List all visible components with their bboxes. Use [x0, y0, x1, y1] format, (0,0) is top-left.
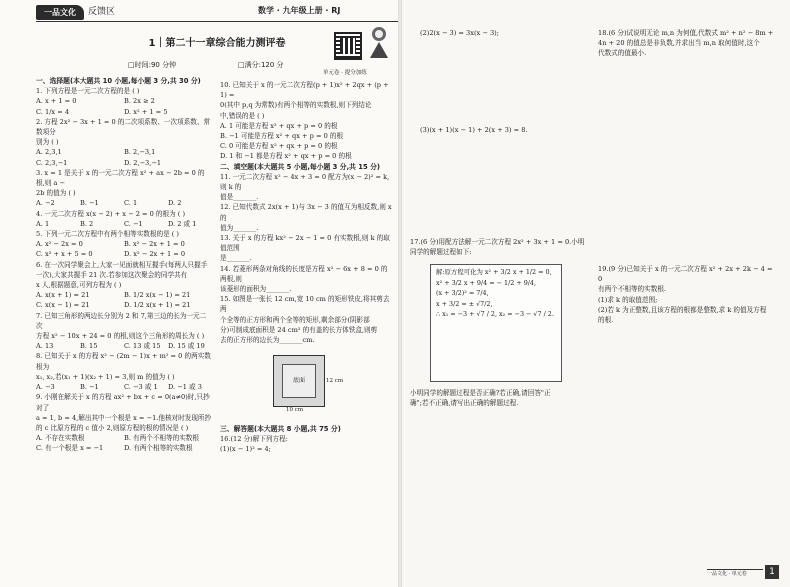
answer-options: [36, 96, 212, 106]
diagram-height-label: 12 cm: [326, 378, 344, 384]
q17-question: [410, 388, 586, 408]
answer-options: [36, 300, 212, 310]
question-line: 有两个不相等的实数根.: [598, 285, 667, 294]
answer-options: [36, 382, 212, 392]
section-heading: 一、选择题(本大题共 10 小题,每小题 3 分,共 30 分): [36, 77, 201, 85]
answer-option: C. 2,3,−1: [36, 158, 68, 167]
answer-options: [36, 158, 212, 168]
answer-option: C. −3 或 1: [124, 383, 158, 392]
answer-option: A. 1: [36, 219, 50, 228]
solution-line: (x + 3/2)² = 7/4,: [436, 289, 489, 298]
answer-option: D. 2,−3,−1: [124, 158, 162, 167]
answer-option: B. 1/2 x(x − 1) = 21: [124, 291, 191, 300]
question-line: 2. 方程 2x² − 3x + 1 = 0 的二次项系数、一次项系数、常数项分: [36, 117, 211, 137]
answer-option: C. x² + x + 5 = 0: [36, 250, 93, 259]
answer-option: C. 1/x = 4: [36, 107, 70, 116]
answer-options: [36, 443, 212, 453]
brand-logo: 一品文化: [36, 5, 84, 20]
answer-options: [36, 198, 212, 208]
solution-line: 解:原方程可化为 x² + 3/2 x + 1/2 = 0,: [436, 268, 552, 276]
answer-option: A. x + 1 = 0: [36, 97, 77, 106]
answer-option: A. x² − 2x = 0: [36, 240, 83, 249]
answer-option: C. −1: [124, 219, 143, 228]
question-line: (2)若 k 为正整数,且该方程的根都是整数,求 k 的值及方程: [598, 305, 767, 314]
answer-options: [36, 219, 212, 229]
answer-options: [36, 249, 212, 259]
answer-option: D. 1/2 x(x + 1) = 21: [124, 301, 191, 310]
answer-option: D. 2: [168, 199, 182, 208]
answer-option: B. −1: [80, 383, 99, 392]
full-score: □满分:120 分: [238, 61, 284, 69]
answer-option: C. 13 或 15: [124, 342, 161, 351]
answer-option: B. −1: [80, 199, 99, 208]
answer-option: B. 2: [80, 219, 94, 228]
question-line: 5. 下列一元二次方程中有两个相等实数根的是 ( ): [36, 230, 180, 239]
question-line: 确";若不正确,请写出正确的解题过程.: [410, 399, 519, 408]
diagram-base-label: 底面: [282, 364, 316, 398]
answer-option: B. 有两个不相等的实数根: [124, 434, 199, 443]
answer-option: D. 15 或 19: [168, 342, 205, 351]
question-line: 15. 如图是一张长 12 cm,宽 10 cm 的矩形铁皮,将其剪去两: [220, 295, 390, 314]
answer-option: D. −1 或 3: [168, 383, 202, 392]
question-line: 10. 已知关于 x 的一元二次方程(p + 1)x² + 2qx + (p + 1) =: [220, 81, 389, 100]
question-line: A. 1 可能是方程 x² + qx + p = 0 的根: [220, 121, 338, 130]
question-line: 去的正方形的边长为_______cm.: [220, 336, 315, 345]
section-heading: 三、解答题(本大题共 8 小题,共 75 分): [220, 425, 341, 433]
question-line: C. 0 可能是方程 x² + qx + p = 0 的根: [220, 142, 338, 151]
answer-option: B. 2,−3,1: [124, 148, 156, 157]
question-line: 19.(9 分)已知关于 x 的一元二次方程 x² + 2x + 2k − 4 = 0: [598, 265, 773, 284]
question-line: 2b 的值为 ( ): [36, 189, 76, 198]
question-line: 分)可制成底面积是 24 cm² 的有盖的长方体铁盒,则剪: [220, 325, 378, 334]
book-spine: [398, 0, 402, 587]
q18-prompt: [598, 28, 778, 59]
solution-line: x² + 3/2 x + 9/4 = − 1/2 + 9/4,: [436, 278, 537, 287]
question-line: 是_______.: [220, 254, 252, 263]
iron-sheet-diagram: [273, 355, 325, 407]
answer-option: A. 13: [36, 342, 54, 351]
answer-option: D. 有两个相等的实数根: [124, 444, 193, 453]
question-line: 小明同学的解题过程是否正确?若正确,请回答"正: [410, 389, 551, 397]
solution-line: ∴ x₁ = −3 + √7 / 2, x₂ = −3 − √7 / 2.: [436, 310, 554, 319]
answer-option: C. 有一个根是 x = −1: [36, 444, 104, 453]
question-line: 方程 x² − 10x + 24 = 0 的根,则这个三角形的周长为 ( ): [36, 332, 205, 341]
answer-options: [36, 433, 212, 443]
question-line: (1)(x − 1)² = 4;: [220, 445, 271, 454]
answer-option: B. x² − 2x + 1 = 0: [124, 240, 185, 249]
answer-option: D. 2 或 1: [168, 219, 197, 228]
unit-label: 单元卷 · 提分加练: [323, 70, 367, 76]
question-line: 的根.: [598, 316, 614, 325]
answer-option: A. x(x + 1) = 21: [36, 291, 90, 300]
diagram-width-label: 10 cm: [286, 407, 304, 413]
question-line: D. 1 和 −1 都是方程 x² + qx + p = 0 的根: [220, 152, 352, 161]
q19-prompt: [598, 264, 778, 325]
header-rule: [36, 21, 398, 22]
question-line: 11. 一元二次方程 x² − 4x + 3 = 0 配方为(x − 2)² = k,则 k 的: [220, 172, 390, 192]
answer-option: B. 2x ≥ 2: [124, 97, 155, 106]
question-line: 3. x = 1 是关于 x 的一元二次方程 x² + ax − 2b = 0 的根,则 a −: [36, 168, 205, 188]
solution-line: x + 3/2 = ± √7/2,: [436, 299, 493, 308]
feedback-area-label: 反馈区: [88, 7, 116, 17]
question-line: 0(其中 p,q 为常数)有两个相等的实数根,则下列结论: [220, 101, 372, 110]
subject-label: 数学 · 九年级上册 · RJ: [258, 6, 341, 15]
question-line: 6. 在一次同学聚会上,大家一见面就相互握手(每两人只握手: [36, 260, 208, 269]
answer-option: C. x(x − 1) = 21: [36, 301, 90, 310]
left-question-column: [36, 76, 212, 454]
question-line: (3)(x + 1)(x − 1) + 2(x + 3) = 8.: [420, 126, 528, 134]
question-line: 12. 已知代数式 2x(x + 1)与 3x − 3 的值互为相反数,则 x 的: [220, 203, 392, 222]
question-line: 代数式的值最小.: [598, 49, 647, 58]
answer-option: D. x² + 1 = 5: [124, 107, 168, 116]
answer-options: [36, 239, 212, 249]
answer-section-column: [220, 424, 392, 455]
question-line: 一次),大家共握手 21 次.若参加这次聚会的同学共有: [36, 270, 188, 279]
answer-option: A. −2: [36, 199, 55, 208]
section-heading: 二、填空题(本大题共 5 小题,每小题 3 分,共 15 分): [220, 162, 381, 171]
answer-options: [36, 147, 212, 157]
question-line: 4. 一元二次方程 x(x − 2) + x − 2 = 0 的根为 ( ): [36, 209, 186, 218]
question-line: 13. 关于 x 的方程 kx² − 2x − 1 = 0 有实数根,则 k 的取值范围: [220, 234, 390, 253]
answer-option: A. 不存在实数根: [36, 434, 85, 443]
time-limit: □时间:90 分钟: [128, 61, 177, 69]
question-line: 个全等的正方形和两个全等的矩形,剩余部分(阴影部: [220, 315, 370, 324]
question-line: x₁, x₂,若(x₁ + 1)(x₂ + 1) = 3,则 m 的值为 ( ): [36, 372, 175, 381]
question-line: 别为 ( ): [36, 138, 59, 147]
answer-option: C. 1: [124, 199, 138, 208]
question-line: (2)2(x − 3) = 3x(x − 3);: [420, 29, 499, 37]
q16-part3: [420, 125, 580, 135]
question-line: x 人,根据题意,可列方程为 ( ): [36, 281, 122, 290]
q16-part2: [420, 28, 580, 38]
question-line: 4n + 20 的值总是非负数,并求出当 m,n 取何值时,这个: [598, 39, 760, 48]
question-line: 的 c 比原方程的 c 值小 2,则原方程的根的情况是 ( ): [36, 423, 189, 432]
answer-options: [36, 107, 212, 117]
answer-option: D. x² − 2x + 1 = 0: [124, 250, 186, 259]
question-line: 中,错误的是 ( ): [220, 111, 265, 120]
answer-options: [36, 341, 212, 351]
answer-options: [36, 290, 212, 300]
question-line: a = 1, b = 4,解出其中一个根是 x = −1.他核对时发现所抄: [36, 413, 212, 422]
question-line: 17.(6 分)用配方法解一元二次方程 2x² + 3x + 1 = 0.小明: [410, 238, 585, 246]
question-line: 值是_______.: [220, 193, 259, 202]
xiaoming-solution-box: [430, 264, 562, 382]
question-line: 16.(12 分)解下列方程:: [220, 435, 288, 444]
question-line: B. −1 可能是方程 x² + qx + p = 0 的根: [220, 132, 344, 141]
question-line: 1. 下列方程是一元二次方程的是 ( ): [36, 87, 140, 96]
answer-option: A. −3: [36, 383, 55, 392]
question-line: 值为_______.: [220, 223, 259, 232]
answer-option: A. 2,3,1: [36, 148, 62, 157]
page-number: 1: [765, 565, 779, 579]
answer-option: B. 15: [80, 342, 98, 351]
page-title: 1｜第二十一章综合能力测评卷: [148, 38, 286, 49]
question-line: 该菱形的面积为_______.: [220, 285, 292, 294]
question-line: (1)求 k 的取值范围;: [598, 295, 658, 304]
question-line: 7. 已知三角形的两边长分别为 2 和 7,第三边的长为一元二次: [36, 311, 207, 330]
footer-brand: 一品文化 · 单元卷: [707, 569, 763, 580]
question-line: 8. 已知关于 x 的方程 x² − (2m − 1)x + m² = 0 的两实数根为: [36, 352, 211, 371]
q17-prompt: [410, 237, 586, 257]
question-line: 同学的解题过程如下:: [410, 248, 472, 257]
question-line: 9. 小刚在解关于 x 的方程 ax² + bx + c = 0(a≠0)时,只抄对了: [36, 393, 210, 412]
question-line: 14. 若菱形两条对角线的长度是方程 x² − 6x + 8 = 0 的两根,则: [220, 264, 388, 283]
question-line: 18.(6 分)试说明无论 m,n 为何值,代数式 m² + n² − 8m +: [598, 29, 774, 37]
middle-question-column: [220, 80, 392, 345]
